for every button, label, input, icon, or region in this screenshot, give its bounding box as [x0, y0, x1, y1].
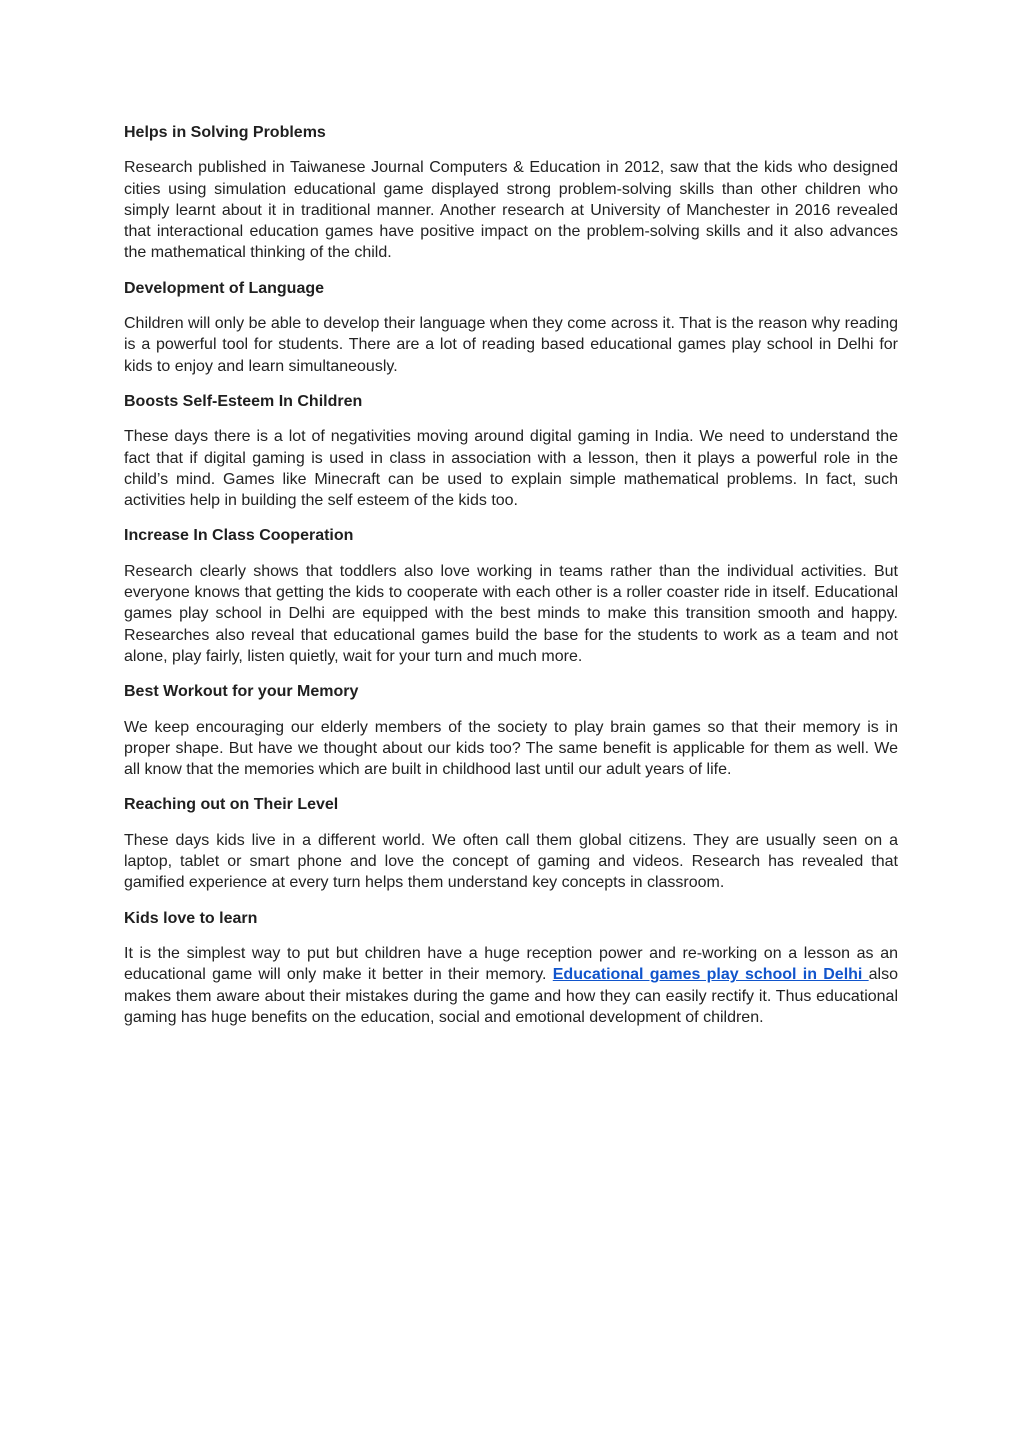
section-heading: Reaching out on Their Level	[124, 796, 339, 814]
section-kids-love-to-learn	[124, 908, 898, 1028]
section-heading: Development of Language	[124, 279, 325, 297]
section-paragraph: Research clearly shows that toddlers also love working in teams rather than the individual activities. But everyone knows that getting the kids to cooperate with each other is a roller coaster ride in itself. Educational games play school in Delhi are equipped with the best minds to make this transition smooth and happy. Researches also reveal that educational games build the base for the students to work as a team and not alone, play fairly, listen quietly, wait for your turn and much more.	[124, 562, 898, 665]
section-memory-workout	[124, 681, 898, 780]
section-heading: Best Workout for your Memory	[124, 683, 359, 701]
paragraph-text-before-link: It is the simplest way to put but children have a huge reception power and re-working on a lesson as an educational game will only make it better in their memory.	[124, 944, 898, 984]
section-paragraph: Children will only be able to develop their language when they come across it. That is the reason why reading is a powerful tool for students. There are a lot of reading based educational games play school in Delhi for kids to enjoy and learn simultaneously.	[124, 315, 898, 375]
section-paragraph: These days there is a lot of negativities moving around digital gaming in India. We need to understand the fact that if digital gaming is used in class in association with a lesson, then it plays a powerful role in the child’s mind. Games like Minecraft can be used to explain simple mathematical problems. In fact, such activities help in building the self esteem of the kids too.	[124, 428, 898, 510]
section-paragraph: We keep encouraging our elderly members of the society to play brain games so that their memory is in proper shape. But have we thought about our kids too? The same benefit is applicable for them as well. We all know that the memories which are built in childhood last until our adult years of life.	[124, 718, 898, 779]
section-self-esteem	[124, 391, 898, 511]
section-heading: Helps in Solving Problems	[124, 124, 326, 141]
section-class-cooperation	[124, 525, 898, 667]
section-paragraph: Research published in Taiwanese Journal Computers & Education in 2012, saw that the kids who designed cities using simulation educational game displayed strong problem-solving skills than other children who simply learnt about it in traditional manner. Another research at University of Manchester in 2016 revealed that interactional education games have positive impact on the problem-solving skills and it also advances the mathematical thinking of the child.	[124, 159, 898, 262]
section-heading: Boosts Self-Esteem In Children	[124, 392, 363, 410]
paragraph-text-after-link: also makes them aware about their mistakes during the game and how they can easily rectify it. Thus educational gaming has huge benefits on the education, social and emotional development of children.	[124, 966, 898, 1026]
educational-games-link[interactable]: Educational games play school in Delhi	[552, 966, 869, 984]
section-development-of-language	[124, 278, 898, 377]
section-paragraph	[124, 943, 898, 1028]
section-solving-problems	[124, 122, 898, 264]
section-heading: Increase In Class Cooperation	[124, 527, 354, 545]
document-page	[124, 122, 898, 1042]
section-their-level	[124, 794, 898, 893]
section-paragraph: These days kids live in a different world. We often call them global citizens. They are usually seen on a laptop, tablet or smart phone and love the concept of gaming and videos. Research has revealed that gamified experience at every turn helps them understand key concepts in classroom.	[124, 831, 898, 892]
section-heading: Kids love to learn	[124, 909, 258, 927]
